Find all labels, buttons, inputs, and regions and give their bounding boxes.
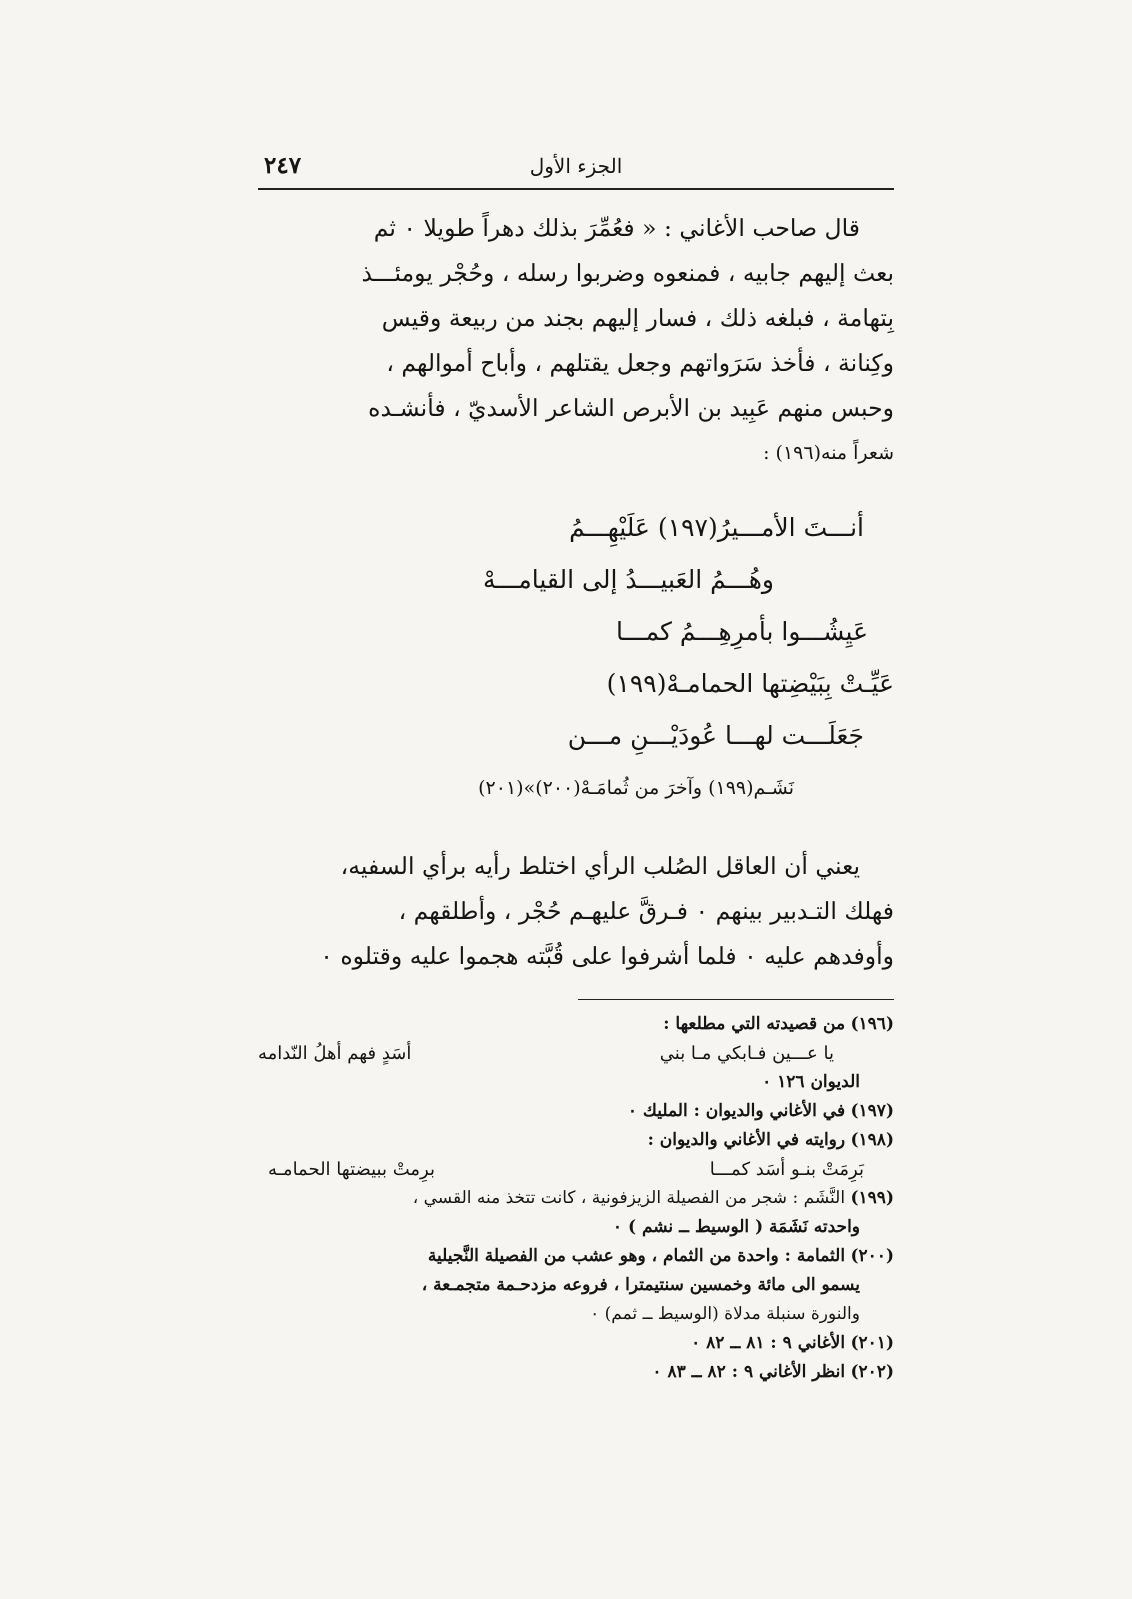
text-line: وحبس منهم عَبِيد بن الأبرص الشاعر الأسديّ ، فأنشـده (368, 394, 894, 422)
verse-line: عَيِّـتْ بِبَيْضِتها الحمامـهْ(١٩٩) (606, 669, 894, 698)
text-line: بعث إليهم جابيه ، فمنعوه وضربوا رسله ، وحُجْر يومئـــذ (361, 259, 894, 287)
verse-line: نَشَـم(١٩٩) وآخرَ من ثُمامَـهْ(٢٠٠)»(٢٠١) (478, 777, 794, 799)
footnote-number: (٢٠٢) (850, 1362, 894, 1382)
footnote-number: (٢٠٠) (850, 1246, 894, 1266)
book-page (258, 148, 894, 1387)
footnote-201 (258, 1329, 894, 1358)
footnote-number: (٢٠١) (850, 1333, 894, 1353)
footnote-verse (258, 1155, 894, 1184)
footnote-text: النَّشَم : شجر من الفصيلة الزيزفونية ، كانت تتخذ منه القسي ، (412, 1188, 846, 1208)
text-line: بِتهامة ، فبلغه ذلك ، فسار إليهم بجند من ربيعة وقيس (381, 304, 894, 332)
footnotes (258, 1010, 894, 1387)
text-line: قال صاحب الأغاني : « فعُمِّرَ بذلك دهراً طويلا ٠ ثم (373, 214, 860, 242)
footnote-text: انظر الأغاني ٩ : ٨٢ ــ ٨٣ ٠ (652, 1362, 846, 1382)
footnote-verse (258, 1039, 894, 1068)
footnote-200 (258, 1242, 894, 1271)
text-line: وكِنانة ، فأخذ سَرَواتهم وجعل يقتلهم ، وأباح أموالهم ، (386, 349, 894, 377)
footnote-number: (١٩٦) (850, 1014, 894, 1034)
footnote-text: روايته في الأغاني والديوان : (647, 1130, 846, 1150)
footnote-source: الديوان ١٢٦ ٠ (762, 1072, 860, 1092)
footnote-198 (258, 1126, 894, 1155)
footnote-text: الأغاني ٩ : ٨١ ــ ٨٢ ٠ (691, 1333, 846, 1353)
hemistich-left: برِمتْ ببيضتها الحمامـه (268, 1159, 435, 1180)
footnote-text: الثمامة : واحدة من الثمام ، وهو عشب من الفصيلة النَّجيلية (427, 1246, 846, 1266)
verse-line: عَيِشُـــوا بأمرِهِـــمُ كمـــا (616, 617, 868, 646)
paragraph-2 (258, 844, 894, 979)
footnote-number: (١٩٧) (850, 1101, 894, 1121)
footnote-text: من قصيدته التي مطلعها : (663, 1014, 846, 1034)
footnote-text-continued: والنورة سنبلة مدلاة (الوسيط ــ ثمم) ٠ (590, 1304, 860, 1324)
paragraph-1 (258, 206, 894, 476)
text-line: وأوفدهم عليه ٠ فلما أشرفوا على قُبَّته هجموا عليه وقتلوه ٠ (320, 942, 894, 970)
footnote-199 (258, 1184, 894, 1213)
footnote-text: في الأغاني والديوان : المليك ٠ (627, 1101, 846, 1121)
verse-line: أنـــتَ الأمـــيرُ(١٩٧) عَلَيْهِـــمُ (569, 513, 864, 542)
verse-line: وهُـــمُ العَبيـــدُ إلى القيامـــهْ (482, 565, 774, 594)
footnote-197 (258, 1097, 894, 1126)
verse-line: جَعَلَـــت لهـــا عُودَيْـــنِ مـــن (567, 721, 864, 750)
hemistich-right: بَرِمَتْ بنـو أسَد كمـــا (709, 1159, 864, 1180)
text-line: فهلك التـدبير بينهم ٠ فـرقَّ عليهـم حُجْر ، وأطلقهم ، (398, 897, 894, 925)
hemistich-right: يا عـــين فـابكي مـا بني (659, 1043, 834, 1064)
poem (258, 502, 894, 814)
running-head: الجزء الأول (529, 154, 623, 178)
page-header (258, 148, 894, 190)
text-line: شعراً منه(١٩٦) : (763, 442, 894, 464)
footnote-number: (١٩٩) (850, 1188, 894, 1208)
footnote-text-continued: واحدته نَشَمَة ( الوسيط ــ نشم ) ٠ (612, 1217, 860, 1237)
footnote-196 (258, 1010, 894, 1039)
footnote-202 (258, 1358, 894, 1387)
text-line: يعني أن العاقل الصُلب الرأي اختلط رأيه برأي السفيه، (340, 852, 860, 880)
footnote-divider (578, 999, 894, 1000)
footnote-text-continued: يسمو الى مائة وخمسين سنتيمترا ، فروعه مزدحـمة متجمـعة ، (421, 1275, 860, 1295)
page-number: ٢٤٧ (264, 152, 302, 179)
footnote-number: (١٩٨) (850, 1130, 894, 1150)
hemistich-left: أسَدٍ فهم أهلُ النّدامه (258, 1043, 412, 1064)
